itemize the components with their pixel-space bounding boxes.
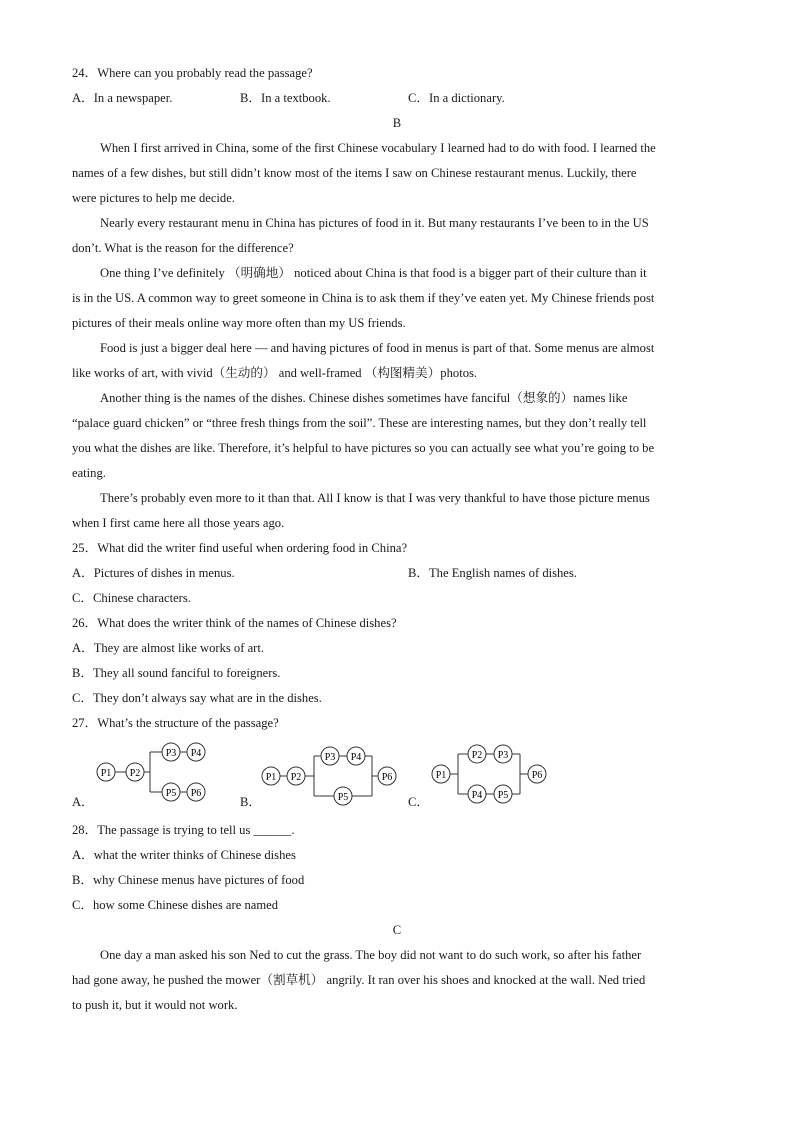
svg-text:P2: P2: [290, 772, 302, 783]
svg-text:P5: P5: [497, 790, 509, 801]
q25-option-a: A．Pictures of dishes in menus.: [72, 566, 235, 580]
diagram-a-node-p3: [162, 743, 180, 761]
passage-b-line: When I first arrived in China, some of the first Chinese vocabulary I learned had to do with food. I learned the: [100, 141, 656, 155]
q27-diagram-b: [258, 744, 400, 806]
passage-b-line: when I first came here all those years ago.: [72, 516, 285, 530]
diagram-c-node-p6: [528, 765, 546, 783]
diagram-b-node-p1: [262, 767, 280, 785]
passage-b-line: don’t. What is the reason for the difference?: [72, 241, 294, 255]
q27-stem: 27．What’s the structure of the passage?: [72, 716, 279, 730]
q26-option-b: B．They all sound fanciful to foreigners.: [72, 666, 281, 680]
diagram-a-node-p5: [162, 783, 180, 801]
diagram-a-node-p1: [97, 763, 115, 781]
q27-diagram-c: [428, 740, 552, 808]
passage-c-line: had gone away, he pushed the mower（割草机） angrily. It ran over his shoes and knocked at the wall. Ned tried: [72, 973, 646, 987]
svg-text:P6: P6: [190, 788, 202, 799]
diagram-a-node-p6: [187, 783, 205, 801]
passage-b-line: like works of art, with vivid（生动的） and well-framed （构图精美）photos.: [72, 366, 478, 380]
svg-text:P4: P4: [350, 752, 362, 763]
q27-diagram-a: [92, 740, 218, 808]
q26-option-a: A．They are almost like works of art.: [72, 641, 264, 655]
diagram-c-node-p4: [468, 785, 486, 803]
q26-option-c: C．They don’t always say what are in the dishes.: [72, 691, 322, 705]
passage-b-line: were pictures to help me decide.: [72, 191, 235, 205]
q28-stem: 28．The passage is trying to tell us ______.: [72, 823, 295, 837]
svg-text:P6: P6: [531, 770, 543, 781]
svg-text:P2: P2: [471, 750, 483, 761]
passage-c-line: One day a man asked his son Ned to cut the grass. The boy did not want to do such work, so after his father: [100, 948, 642, 962]
passage-b-line: One thing I’ve definitely （明确地） noticed about China is that food is a bigger part of their culture than it: [100, 266, 647, 280]
svg-text:P1: P1: [265, 772, 277, 783]
q25-option-c: C．Chinese characters.: [72, 591, 191, 605]
passage-b-line: Another thing is the names of the dishes. Chinese dishes sometimes have fanciful（想象的）names like: [100, 391, 628, 405]
diagram-b-node-p4: [347, 747, 365, 765]
svg-text:P1: P1: [435, 770, 447, 781]
q27-option-a-label: A．: [72, 795, 94, 809]
q24-option-b: B．In a textbook.: [240, 91, 331, 105]
svg-text:P2: P2: [129, 768, 141, 779]
svg-text:P3: P3: [497, 750, 509, 761]
q27-option-c-label: C．: [408, 795, 429, 809]
diagram-c-node-p3: [494, 745, 512, 763]
section-c-label: C: [392, 923, 402, 937]
diagram-b-node-p6: [378, 767, 396, 785]
q28-option-c: C．how some Chinese dishes are named: [72, 898, 279, 912]
svg-text:P1: P1: [100, 768, 112, 779]
diagram-a-node-p2: [126, 763, 144, 781]
svg-text:P5: P5: [165, 788, 177, 799]
passage-b-line: There’s probably even more to it than that. All I know is that I was very thankful to have those picture menus: [100, 491, 650, 505]
q25-option-b: B．The English names of dishes.: [408, 566, 577, 580]
q28-option-b: B．why Chinese menus have pictures of food: [72, 873, 305, 887]
passage-b-line: names of a few dishes, but still didn’t know most of the items I saw on Chinese restaurant menus. Luckily, there: [72, 166, 637, 180]
q24-option-c: C．In a dictionary.: [408, 91, 505, 105]
diagram-b-node-p2: [287, 767, 305, 785]
passage-b-line: Nearly every restaurant menu in China has pictures of food in it. But many restaurants I’ve been to in the US: [100, 216, 649, 230]
passage-b-line: you what the dishes are like. Therefore, it’s helpful to have pictures so you can actually see what you’re going to be: [72, 441, 655, 455]
section-b-label: B: [392, 116, 402, 130]
svg-text:P4: P4: [190, 748, 202, 759]
q24-option-a: A．In a newspaper.: [72, 91, 173, 105]
q27-option-b-label: B．: [240, 795, 261, 809]
diagram-b-node-p5: [334, 787, 352, 805]
svg-text:P4: P4: [471, 790, 483, 801]
diagram-c-node-p5: [494, 785, 512, 803]
passage-b-line: eating.: [72, 466, 106, 480]
svg-text:P3: P3: [324, 752, 336, 763]
svg-text:P3: P3: [165, 748, 177, 759]
passage-c-line: to push it, but it would not work.: [72, 998, 238, 1012]
q24-stem: 24．Where can you probably read the passage?: [72, 66, 313, 80]
diagram-b-node-p3: [321, 747, 339, 765]
passage-b-line: pictures of their meals online way more often than my US friends.: [72, 316, 406, 330]
q25-stem: 25．What did the writer find useful when ordering food in China?: [72, 541, 408, 555]
svg-text:P5: P5: [337, 792, 349, 803]
passage-b-line: Food is just a bigger deal here — and having pictures of food in menus is part of that. Some menus are almost: [100, 341, 655, 355]
passage-b-line: is in the US. A common way to greet someone in China is to ask them if they’ve eaten yet. My Chinese friends post: [72, 291, 655, 305]
q28-option-a: A．what the writer thinks of Chinese dishes: [72, 848, 296, 862]
passage-b-line: “palace guard chicken” or “three fresh things from the soil”. These are interesting names, but they don’t really tell: [72, 416, 647, 430]
diagram-a-node-p4: [187, 743, 205, 761]
diagram-c-node-p2: [468, 745, 486, 763]
diagram-c-node-p1: [432, 765, 450, 783]
svg-text:P6: P6: [381, 772, 393, 783]
q26-stem: 26．What does the writer think of the names of Chinese dishes?: [72, 616, 397, 630]
